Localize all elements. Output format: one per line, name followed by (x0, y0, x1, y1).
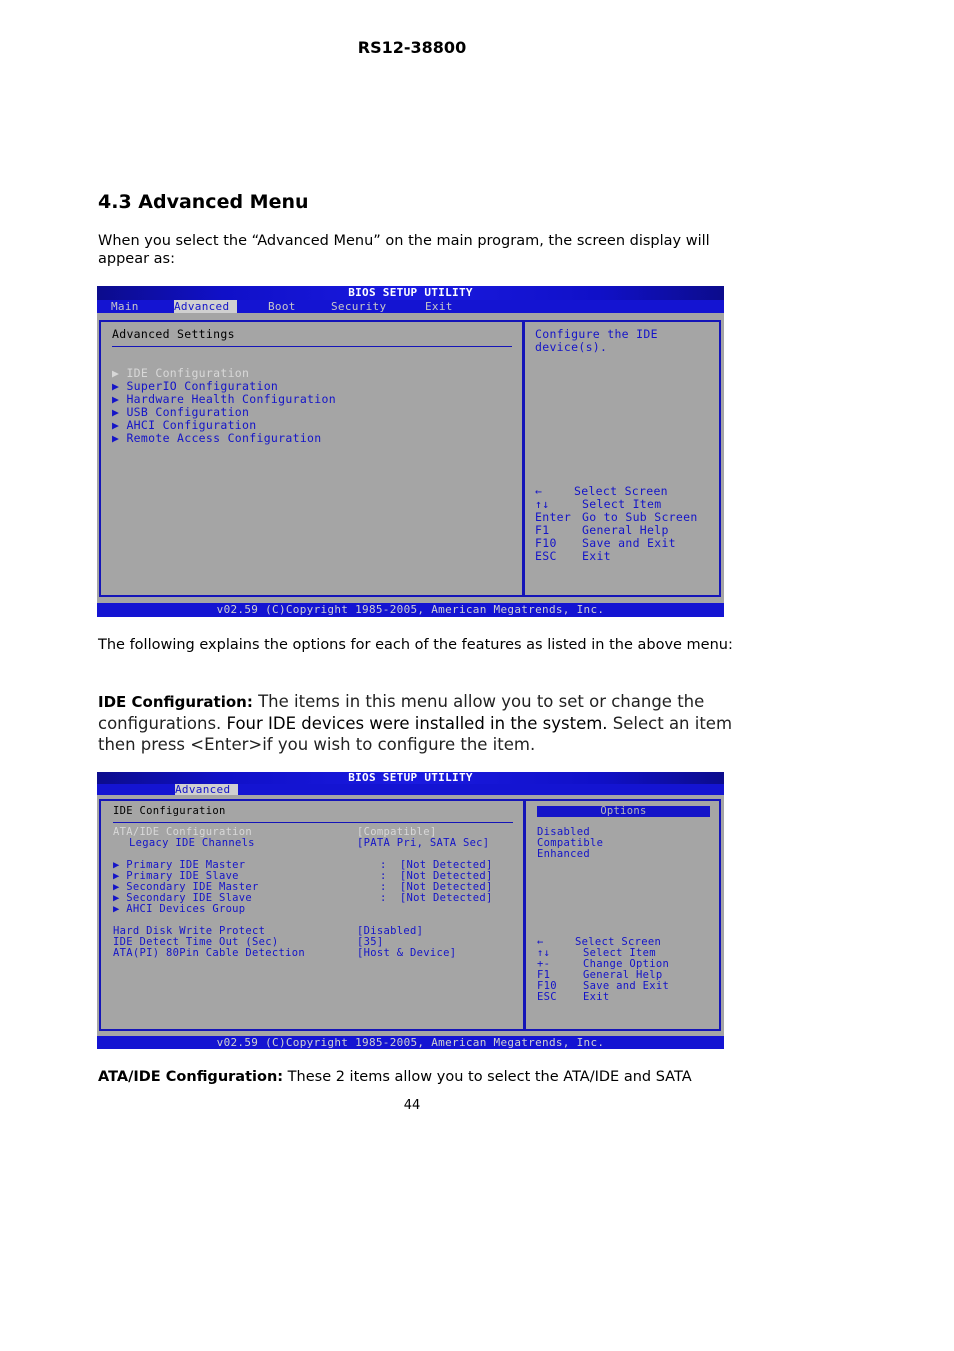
menu-item-boot[interactable]: Boot (268, 300, 296, 313)
bios-item-legacy-ide-channels[interactable]: Legacy IDE Channels (129, 837, 255, 849)
key-legend-key: +- (537, 958, 551, 970)
key-legend-desc: Select Screen (575, 936, 662, 948)
bios-item-primary-ide-master[interactable]: ▶ Primary IDE Master (113, 859, 246, 871)
bios-menu-bar (97, 300, 724, 313)
bios-item-ahci-devices-group[interactable]: ▶ AHCI Devices Group (113, 903, 246, 915)
key-legend-key: ESC (535, 549, 557, 563)
bios-value-device: : [Not Detected] (380, 870, 493, 882)
bios-section-title: IDE Configuration (113, 805, 226, 817)
bios-value-device: : [Not Detected] (380, 892, 493, 904)
key-legend-desc: General Help (583, 969, 663, 981)
section-divider (112, 346, 512, 347)
help-text-line: Configure the IDE (535, 327, 658, 341)
bios-screen-advanced (97, 286, 724, 617)
bios-item-ide-detect-time-out[interactable]: IDE Detect Time Out (Sec) (113, 936, 279, 948)
document-title: RS12-38800 (357, 38, 467, 57)
bios-item-80pin-cable-detection[interactable]: ATA(PI) 80Pin Cable Detection (113, 947, 306, 959)
bios-footer: v02.59 (C)Copyright 1985-2005, American Megatrends, Inc. (97, 1036, 724, 1049)
intro-paragraph: When you select the “Advanced Menu” on the main program, the screen display will appear as: (98, 233, 710, 267)
bios-footer: v02.59 (C)Copyright 1985-2005, American Megatrends, Inc. (97, 603, 724, 617)
key-legend-key: F1 (535, 523, 550, 537)
bios-value-device: : [Not Detected] (380, 881, 493, 893)
ata-ide-label: ATA/IDE Configuration: (98, 1069, 284, 1085)
bios-screen-ide-configuration (97, 772, 724, 1049)
bios-value-setting: [35] (357, 936, 384, 948)
menu-item-advanced[interactable]: Advanced (175, 784, 238, 795)
key-legend-key: F10 (535, 536, 557, 550)
key-legend-key: Enter (535, 510, 572, 524)
bios-item-secondary-ide-master[interactable]: ▶ Secondary IDE Master (113, 881, 259, 893)
key-legend-key: ← (535, 484, 543, 498)
bios-value-device: : [Not Detected] (380, 859, 493, 871)
key-legend-desc: Select Item (582, 497, 662, 511)
key-legend-desc: Select Item (583, 947, 656, 959)
key-legend-key: F1 (537, 969, 551, 981)
key-legend-desc: Exit (582, 549, 611, 563)
bios-item-hard-disk-write-protect[interactable]: Hard Disk Write Protect (113, 925, 266, 937)
section-heading: 4.3 Advanced Menu (98, 191, 309, 213)
ide-text: Select an item then press <Enter>if you wish to configure the item. (98, 714, 733, 754)
options-header: Options (537, 806, 710, 817)
bios-menu-bar (97, 784, 724, 795)
ata-ide-paragraph (98, 1068, 738, 1086)
ide-text: The items in this menu allow you to set or change the configurations. (98, 692, 705, 733)
ide-text-highlight: Four IDE devices were installed in the system. (226, 714, 608, 733)
option-compatible[interactable]: Compatible (537, 837, 604, 849)
bios-section-title: Advanced Settings (112, 327, 235, 341)
bios-title-bar: BIOS SETUP UTILITY (97, 286, 724, 300)
bios-item-usb-configuration[interactable]: ▶ USB Configuration (112, 405, 250, 419)
option-disabled[interactable]: Disabled (537, 826, 590, 838)
bios-item-ahci-configuration[interactable]: ▶ AHCI Configuration (112, 418, 257, 432)
key-legend-key: ← (537, 936, 544, 948)
bios-item-primary-ide-slave[interactable]: ▶ Primary IDE Slave (113, 870, 239, 882)
page-number: 44 (403, 1098, 421, 1113)
following-paragraph: The following explains the options for each of the features as listed in the above menu: (98, 637, 733, 653)
key-legend-desc: Save and Exit (582, 536, 676, 550)
key-legend-key: ESC (537, 991, 557, 1003)
key-legend-desc: Go to Sub Screen (582, 510, 698, 524)
bios-item-hardware-health[interactable]: ▶ Hardware Health Configuration (112, 392, 336, 406)
key-legend-desc: Select Screen (574, 484, 668, 498)
bios-value-ata-ide-configuration: [Compatible] (357, 826, 437, 838)
bios-value-setting: [Host & Device] (357, 947, 457, 959)
menu-item-security[interactable]: Security (331, 300, 387, 313)
help-text-line: device(s). (535, 340, 608, 354)
bios-item-remote-access[interactable]: ▶ Remote Access Configuration (112, 431, 322, 445)
ata-ide-text: These 2 items allow you to select the ATA/IDE and SATA (283, 1069, 692, 1085)
key-legend-desc: Exit (583, 991, 610, 1003)
bios-value-legacy-ide-channels: [PATA Pri, SATA Sec] (357, 837, 490, 849)
key-legend-key: ↑↓ (535, 497, 550, 511)
menu-item-main[interactable]: Main (111, 300, 139, 313)
key-legend-desc: Change Option (583, 958, 670, 970)
section-divider (113, 822, 513, 823)
bios-main-panel (99, 320, 524, 597)
bios-item-secondary-ide-slave[interactable]: ▶ Secondary IDE Slave (113, 892, 253, 904)
bios-title-bar: BIOS SETUP UTILITY (97, 772, 724, 784)
menu-item-exit[interactable]: Exit (425, 300, 453, 313)
menu-item-advanced[interactable]: Advanced (174, 300, 237, 313)
ide-configuration-paragraph (98, 691, 738, 755)
bios-item-ata-ide-configuration[interactable]: ATA/IDE Configuration (113, 826, 253, 838)
key-legend-key: F10 (537, 980, 557, 992)
bios-item-ide-configuration[interactable]: ▶ IDE Configuration (112, 366, 250, 380)
option-enhanced[interactable]: Enhanced (537, 848, 590, 860)
key-legend-desc: Save and Exit (583, 980, 670, 992)
bios-value-setting: [Disabled] (357, 925, 424, 937)
bios-item-superio-configuration[interactable]: ▶ SuperIO Configuration (112, 379, 279, 393)
ide-configuration-label: IDE Configuration: (98, 693, 253, 711)
key-legend-desc: General Help (582, 523, 669, 537)
key-legend-key: ↑↓ (537, 947, 551, 959)
